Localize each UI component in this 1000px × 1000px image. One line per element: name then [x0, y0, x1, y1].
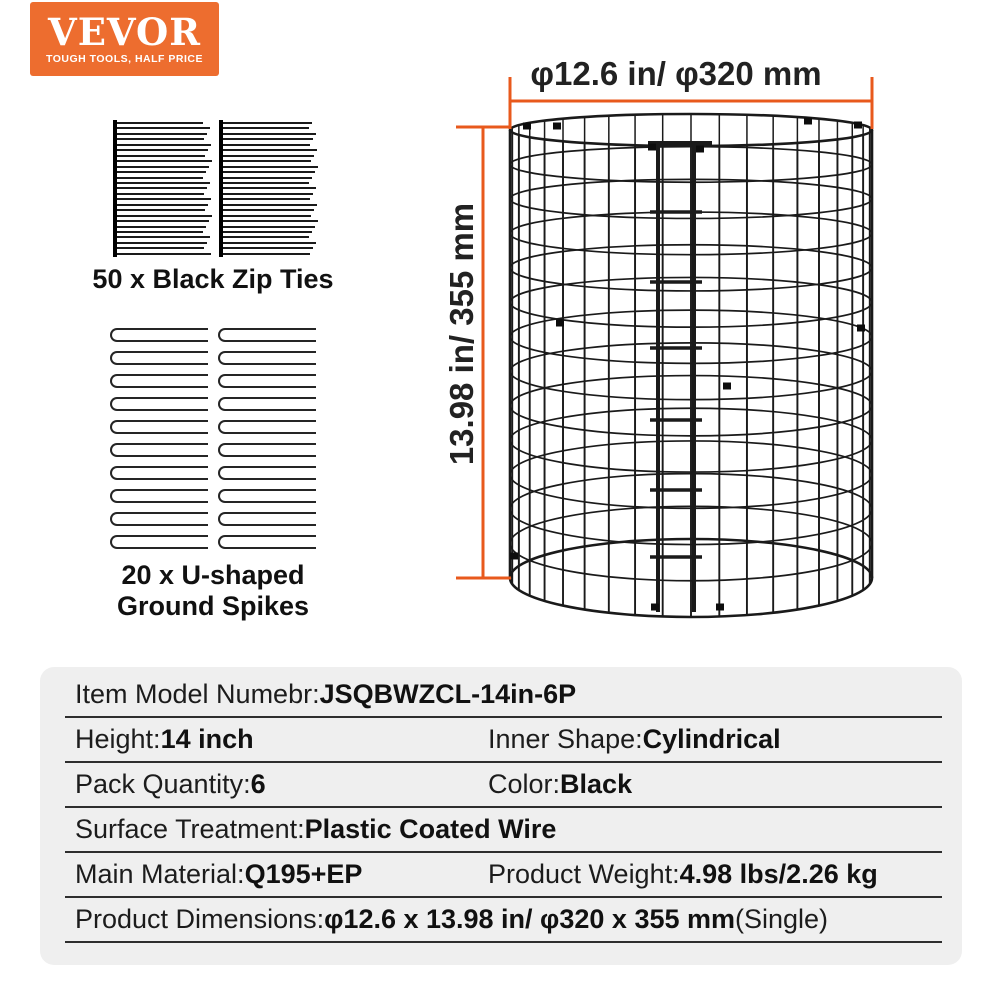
- zip-tie: [117, 149, 208, 151]
- ground-spikes-caption-line1: 20 x U-shaped: [121, 560, 305, 590]
- zip-tie: [223, 122, 312, 124]
- ground-spike: [218, 328, 316, 342]
- ground-spike: [218, 466, 316, 480]
- ground-spike: [218, 443, 316, 457]
- vevor-logo-tagline: TOUGH TOOLS, HALF PRICE: [46, 53, 203, 65]
- zip-tie: [117, 226, 206, 228]
- spec-suffix: (Single): [735, 904, 829, 934]
- ground-spike: [110, 397, 208, 411]
- spec-row-model: [40, 673, 962, 716]
- ground-spike: [218, 420, 316, 434]
- zip-tie: [117, 155, 205, 157]
- zip-tie: [223, 149, 317, 151]
- spec-label: Inner Shape:: [488, 724, 643, 754]
- spec-label: Item Model Numebr:: [75, 679, 320, 709]
- zip-tie: [223, 182, 309, 184]
- zip-tie: [223, 253, 310, 255]
- ground-spike: [218, 374, 316, 388]
- zip-tie: [117, 236, 210, 238]
- spec-value: Q195+EP: [244, 859, 363, 889]
- ground-spike: [218, 397, 316, 411]
- spec-label: Height:: [75, 724, 161, 754]
- zip-tie: [117, 160, 212, 162]
- zip-tie: [117, 138, 204, 140]
- zip-tie: [117, 204, 208, 206]
- spec-value: 4.98 lbs/2.26 kg: [679, 859, 878, 889]
- zip-tie: [223, 187, 316, 189]
- zip-tie: [223, 209, 314, 211]
- zip-tie: [223, 226, 315, 228]
- zip-tie: [117, 127, 210, 129]
- zip-tie: [223, 242, 316, 244]
- spec-label: Color:: [488, 769, 561, 799]
- zip-tie: [117, 144, 211, 146]
- ground-spike: [110, 489, 208, 503]
- zip-tie: [223, 231, 312, 233]
- spec-value: JSQBWZCL-14in-6P: [319, 679, 577, 709]
- ground-spike: [218, 535, 316, 549]
- zip-tie: [223, 215, 311, 217]
- zip-tie: [117, 220, 209, 222]
- zip-tie: [117, 242, 207, 244]
- zip-tie: [223, 144, 310, 146]
- zip-tie: [117, 133, 207, 135]
- ground-spike: [110, 535, 208, 549]
- zip-ties-illustration: [113, 122, 323, 260]
- row-divider: [65, 941, 942, 943]
- spec-value: 6: [250, 769, 266, 799]
- zip-tie: [117, 171, 206, 173]
- zip-tie: [117, 187, 207, 189]
- zip-tie: [117, 231, 203, 233]
- zip-ties-caption: 50 x Black Zip Ties: [92, 264, 334, 294]
- spec-value: φ12.6 x 13.98 in/ φ320 x 355 mm: [324, 904, 736, 934]
- ground-spike: [218, 512, 316, 526]
- zip-tie: [223, 138, 313, 140]
- ground-spike: [110, 351, 208, 365]
- zip-tie: [223, 198, 310, 200]
- diameter-dimension-label: φ12.6 in/ φ320 mm: [530, 55, 822, 92]
- zip-tie: [117, 198, 211, 200]
- ground-spike: [218, 351, 316, 365]
- spec-row-quantity-color: [40, 763, 962, 806]
- ground-spike: [110, 443, 208, 457]
- zip-tie: [117, 177, 203, 179]
- zip-tie: [117, 122, 203, 124]
- spec-label: Pack Quantity:: [75, 769, 251, 799]
- zip-tie: [117, 193, 204, 195]
- zip-tie: [223, 155, 314, 157]
- zip-tie: [223, 220, 318, 222]
- zip-tie: [117, 166, 209, 168]
- zip-tie: [223, 133, 316, 135]
- spec-value: Black: [560, 769, 633, 799]
- zip-tie: [117, 247, 204, 249]
- spec-value: 14 inch: [160, 724, 254, 754]
- zip-tie: [223, 236, 309, 238]
- ground-spike: [110, 328, 208, 342]
- spec-row-material-weight: [40, 853, 962, 896]
- zip-tie: [117, 215, 212, 217]
- zip-tie: [223, 204, 317, 206]
- zip-tie: [117, 253, 211, 255]
- zip-tie: [223, 171, 315, 173]
- ground-spike: [110, 512, 208, 526]
- spec-label: Main Material:: [75, 859, 245, 889]
- ground-spike: [110, 466, 208, 480]
- ground-spike: [110, 374, 208, 388]
- spec-value: Plastic Coated Wire: [304, 814, 557, 844]
- zip-tie: [223, 177, 312, 179]
- zip-tie: [117, 209, 205, 211]
- ground-spike: [218, 489, 316, 503]
- zip-tie: [223, 247, 313, 249]
- ground-spike: [110, 420, 208, 434]
- zip-tie: [223, 193, 313, 195]
- zip-tie: [223, 127, 309, 129]
- spec-label: Surface Treatment:: [75, 814, 305, 844]
- zip-tie: [223, 166, 318, 168]
- wire-mesh-cylinder-diagram: [440, 50, 940, 660]
- spec-table: [40, 667, 962, 965]
- zip-tie: [117, 182, 210, 184]
- spec-label: Product Dimensions:: [75, 904, 325, 934]
- ground-spikes-illustration: [110, 328, 322, 560]
- spec-row-dimensions: [40, 898, 962, 941]
- ground-spikes-caption-line2: Ground Spikes: [116, 591, 310, 621]
- spec-value: Cylindrical: [642, 724, 781, 754]
- vevor-logo: [30, 2, 219, 76]
- ground-spikes-caption: [63, 560, 363, 622]
- vevor-logo-text: VEVOR: [48, 10, 201, 54]
- height-dimension-label: 13.98 in/ 355 mm: [443, 202, 480, 466]
- spec-label: Product Weight:: [488, 859, 680, 889]
- spec-row-surface: [40, 808, 962, 851]
- spec-row-height-shape: [40, 718, 962, 761]
- zip-tie: [223, 160, 311, 162]
